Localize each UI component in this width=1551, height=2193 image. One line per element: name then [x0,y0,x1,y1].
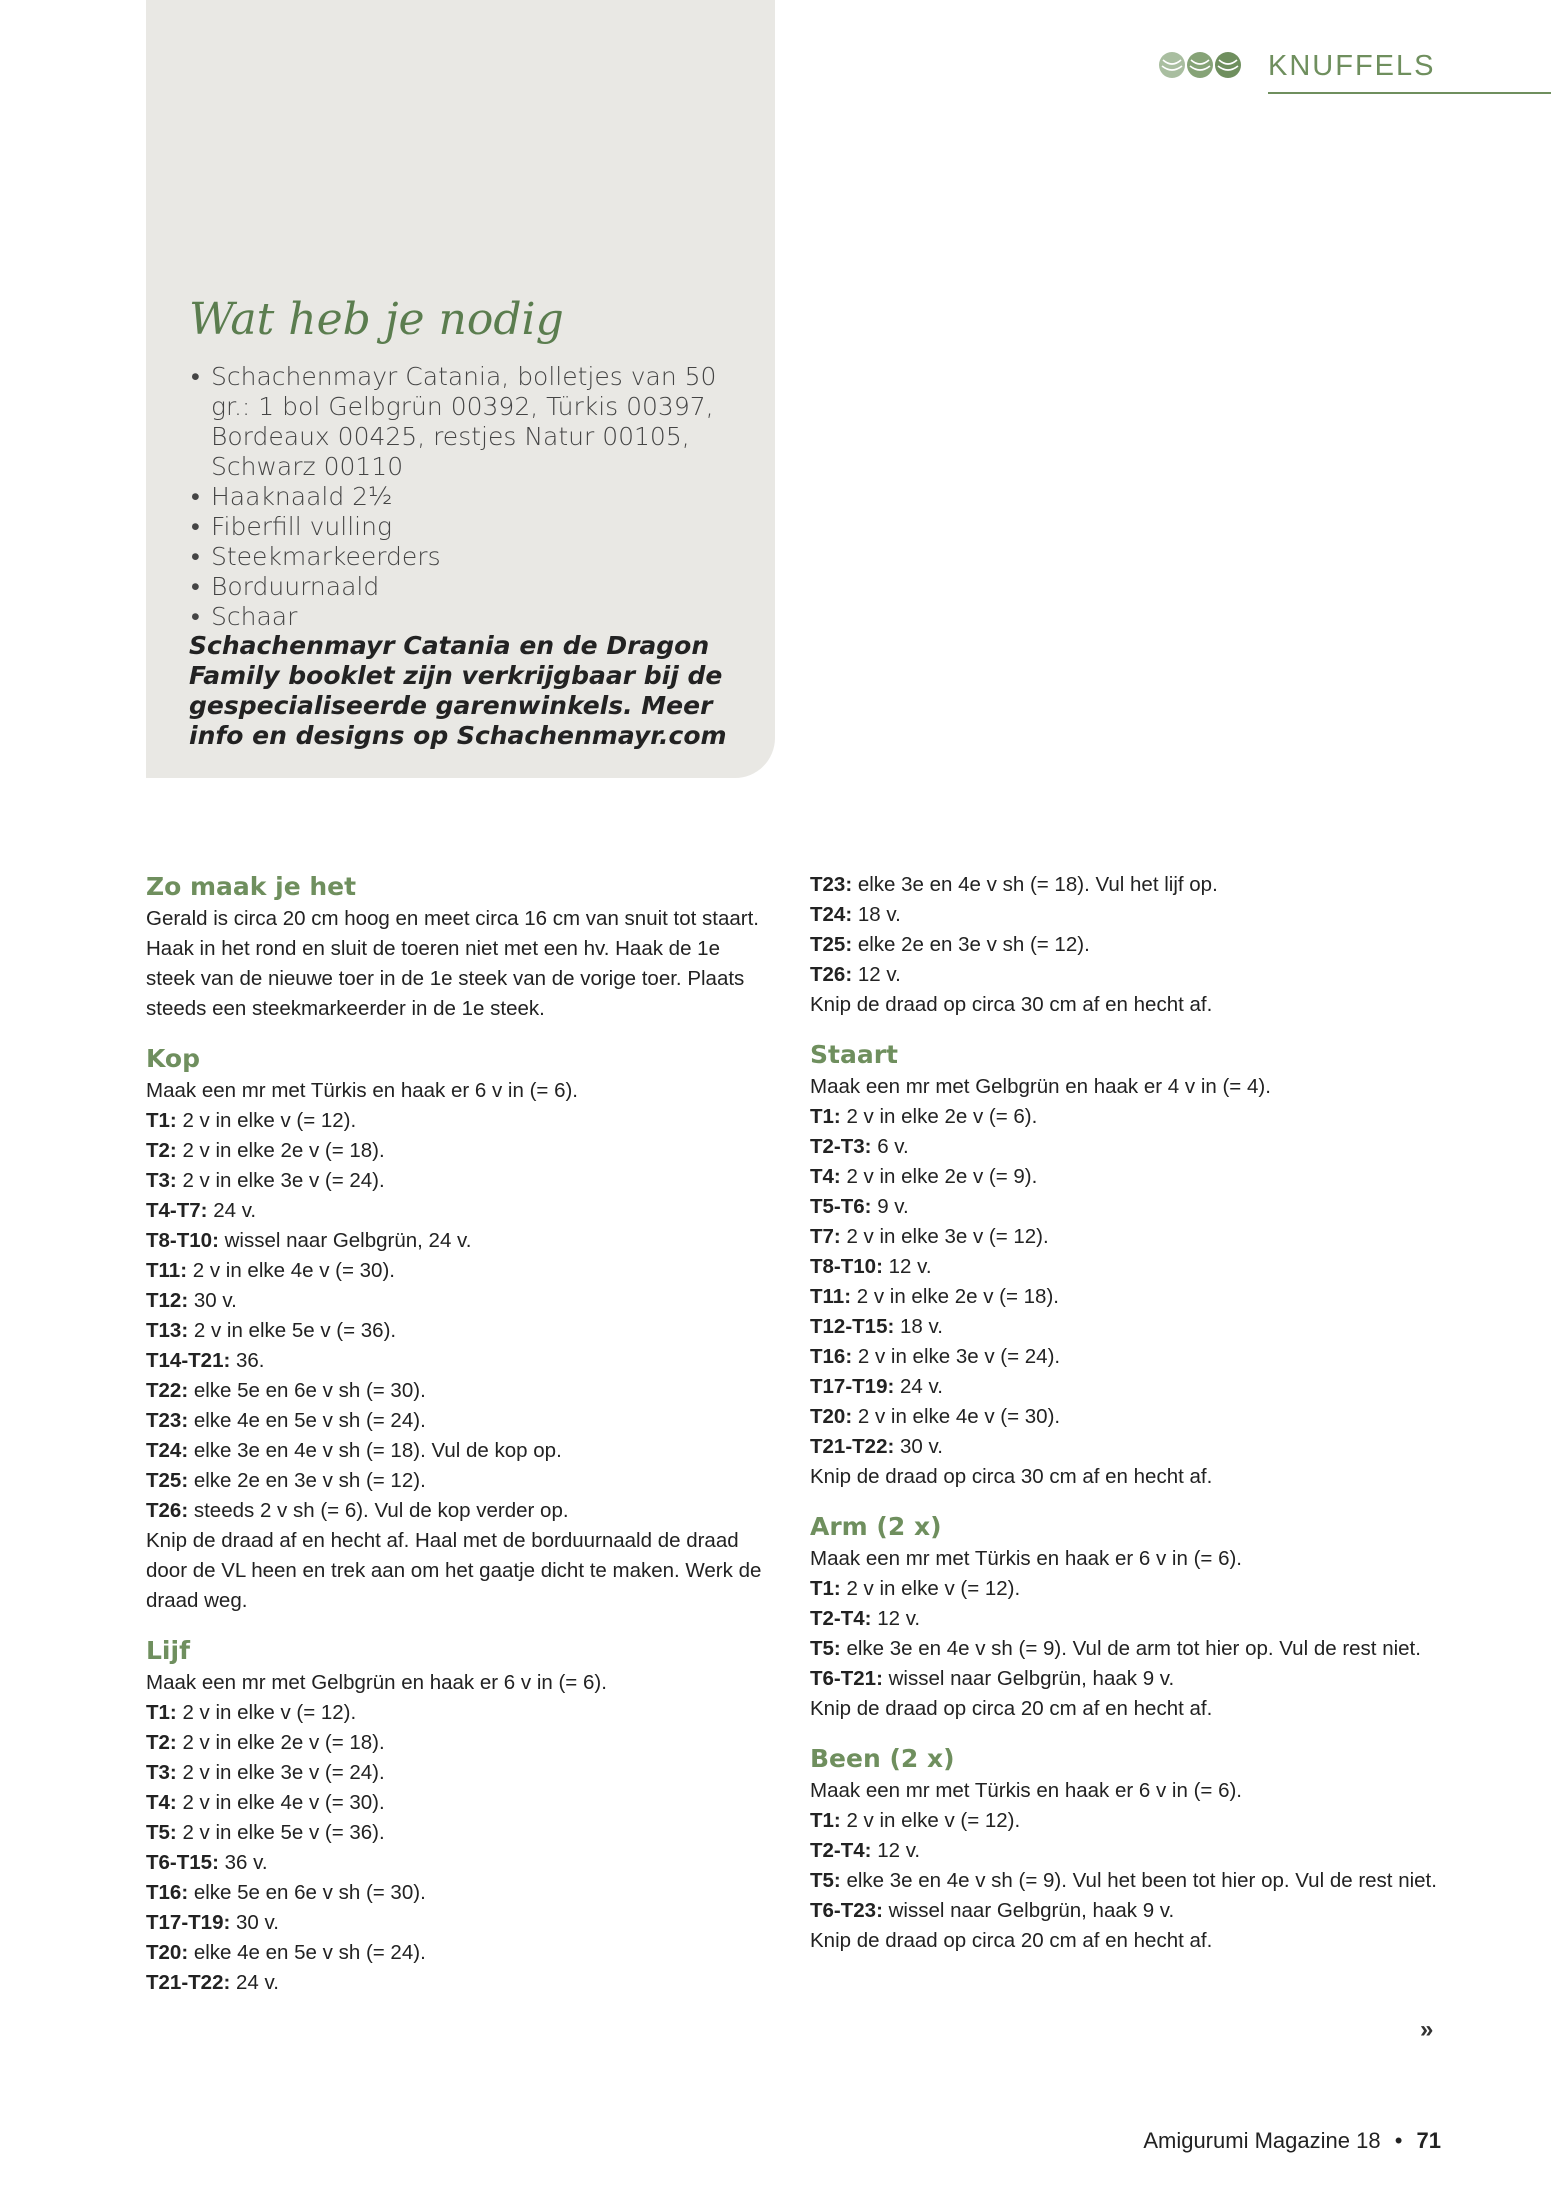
instruction-text: 36. [230,1349,265,1372]
staart-instructions [810,1072,1450,1492]
section-title: KNUFFELS [1268,50,1436,82]
instruction-line [146,1848,766,1878]
instruction-line [810,1926,1450,1956]
staart-section [810,1038,1450,1492]
round-label: T6-T21: [810,1667,883,1690]
instruction-text: 18 v. [852,903,901,926]
instruction-line [146,1466,766,1496]
continue-marker: » [1420,2016,1434,2043]
instruction-text: 24 v. [894,1375,943,1398]
materials-item: • Haaknaald 2½ [189,482,749,512]
instruction-line [146,1758,766,1788]
instruction-line [810,990,1450,1020]
instruction-text: elke 4e en 5e v sh (= 24). [188,1409,426,1432]
round-label: T2-T4: [810,1607,872,1630]
round-label: T14-T21: [146,1349,231,1372]
instruction-text: Maak een mr met Türkis en haak er 6 v in (= 6). [810,1779,1243,1802]
instruction-text: elke 5e en 6e v sh (= 30). [188,1881,426,1904]
instruction-text: 2 v in elke v (= 12). [176,1109,357,1132]
lijf-continued-instructions [810,870,1450,1020]
instruction-text: 2 v in elke 4e v (= 30). [187,1259,395,1282]
instruction-text: 30 v. [894,1435,943,1458]
footer-separator: • [1394,2128,1403,2153]
instruction-line [146,1496,766,1526]
round-label: T13: [146,1319,189,1342]
instruction-line [810,1604,1450,1634]
instruction-line [810,1282,1450,1312]
instruction-line [146,1136,766,1166]
round-label: T21-T22: [146,1971,231,1994]
instruction-line [146,1196,766,1226]
round-label: T12-T15: [810,1315,895,1338]
round-label: T16: [810,1345,853,1368]
instruction-text: elke 3e en 4e v sh (= 18). Vul het lijf op. [852,873,1218,896]
instruction-line [810,1836,1450,1866]
instruction-text: 12 v. [871,1839,921,1862]
instruction-line [146,1346,766,1376]
instruction-line [146,1698,766,1728]
instruction-line [146,1818,766,1848]
intro-text: Gerald is circa 20 cm hoog en meet circa 16 cm van snuit tot staart. Haak in het rond en sluit de toeren niet met een hv. Haak de 1e steek van de nieuwe toer in de 1e steek van de vorige toer. Plaats steeds een steekmarkeerder in de 1e steek. [146,907,759,1020]
materials-note: Schachenmayr Catania en de Dragon Family booklet zijn verkrijgbaar bij de gespecialiseerde garenwinkels. Meer info en designs op Schachenmayr.com [189,631,727,750]
round-label: T1: [146,1109,177,1132]
instruction-line [146,1908,766,1938]
round-label: T3: [146,1761,177,1784]
instruction-text: 12 v. [871,1607,921,1630]
round-label: T4: [810,1165,841,1188]
round-label: T5: [810,1637,841,1660]
instruction-line [146,1878,766,1908]
instruction-line [810,870,1450,900]
instruction-text: 18 v. [894,1315,943,1338]
instruction-line [810,1776,1450,1806]
materials-item: • Steekmarkeerders [189,542,749,572]
instruction-text: 12 v. [852,963,901,986]
instruction-line [810,1342,1450,1372]
instruction-text: Maak een mr met Gelbgrün en haak er 6 v in (= 6). [146,1671,607,1694]
instruction-line [810,1402,1450,1432]
right-column [810,870,1450,1974]
round-label: T1: [810,1809,841,1832]
instruction-line [810,960,1450,990]
instruction-text: Knip de draad op circa 30 cm af en hecht af. [810,993,1213,1016]
instruction-text: wissel naar Gelbgrün, haak 9 v. [882,1667,1175,1690]
instruction-line [146,1256,766,1286]
left-column [146,870,766,2016]
instruction-line [146,1788,766,1818]
instruction-line [810,1162,1450,1192]
instruction-text: Maak een mr met Türkis en haak er 6 v in (= 6). [146,1079,579,1102]
instruction-line [810,1372,1450,1402]
arm-instructions [810,1544,1450,1724]
instruction-text: 12 v. [882,1255,932,1278]
round-label: T8-T10: [146,1229,219,1252]
arm-heading: Arm (2 x) [810,1512,942,1541]
instruction-text: 2 v in elke 2e v (= 18). [851,1285,1059,1308]
magazine-name: Amigurumi Magazine 18 [1143,2128,1381,2153]
been-heading: Been (2 x) [810,1744,955,1773]
round-label: T4-T7: [146,1199,208,1222]
round-label: T23: [810,873,853,896]
instruction-line [810,1222,1450,1252]
materials-title: Wat heb je nodig [189,294,564,345]
intro-section [146,870,766,1024]
instruction-text: 6 v. [871,1135,909,1158]
round-label: T2: [146,1731,177,1754]
instruction-line [146,1166,766,1196]
round-label: T23: [146,1409,189,1432]
instruction-line [810,1252,1450,1282]
instruction-line [146,1668,766,1698]
round-label: T6-T23: [810,1899,883,1922]
instruction-line [810,1806,1450,1836]
yarn-balls-logo-icon [1158,50,1254,80]
instruction-text: wissel naar Gelbgrün, 24 v. [218,1229,472,1252]
round-label: T11: [146,1259,188,1282]
round-label: T16: [146,1881,189,1904]
instruction-text: 2 v in elke v (= 12). [840,1577,1021,1600]
instruction-line [810,1102,1450,1132]
round-label: T1: [810,1577,841,1600]
instruction-line [146,1526,766,1616]
instruction-text: 2 v in elke v (= 12). [840,1809,1021,1832]
instruction-text: Knip de draad af en hecht af. Haal met de borduurnaald de draad door de VL heen en trek aan om het gaatje dicht te maken. Werk de draad weg. [146,1529,762,1612]
round-label: T1: [810,1105,841,1128]
instruction-text: elke 2e en 3e v sh (= 12). [188,1469,426,1492]
instruction-text: 9 v. [871,1195,909,1218]
instruction-line [810,1132,1450,1162]
instruction-text: 24 v. [207,1199,257,1222]
instruction-text: steeds 2 v sh (= 6). Vul de kop verder op. [188,1499,569,1522]
round-label: T26: [810,963,853,986]
instruction-text: Knip de draad op circa 20 cm af en hecht af. [810,1697,1213,1720]
round-label: T11: [810,1285,852,1308]
round-label: T5-T6: [810,1195,872,1218]
round-label: T5: [810,1869,841,1892]
instruction-text: 2 v in elke 3e v (= 24). [176,1761,385,1784]
instruction-line [146,1286,766,1316]
instruction-line [810,1432,1450,1462]
round-label: T8-T10: [810,1255,883,1278]
instruction-line [810,1544,1450,1574]
round-label: T20: [146,1941,189,1964]
instruction-line [810,1694,1450,1724]
instruction-line [146,1436,766,1466]
instruction-line [810,1574,1450,1604]
instruction-text: 2 v in elke 5e v (= 36). [176,1821,385,1844]
instruction-text: 30 v. [188,1289,237,1312]
round-label: T25: [146,1469,189,1492]
instruction-text: 2 v in elke v (= 12). [176,1701,357,1724]
round-label: T24: [146,1439,189,1462]
round-label: T22: [146,1379,189,1402]
header-divider [1268,92,1551,94]
round-label: T25: [810,933,853,956]
instruction-line [146,1076,766,1106]
materials-item: • Schachenmayr Catania, bolletjes van 50 gr.: 1 bol Gelbgrün 00392, Türkis 00397, Bordeaux 00425, restjes Natur 00105, Schwarz 00110 [189,362,749,482]
instruction-text: 2 v in elke 2e v (= 18). [176,1139,385,1162]
round-label: T2-T4: [810,1839,872,1862]
kop-instructions [146,1076,766,1616]
instruction-line [810,900,1450,930]
round-label: T3: [146,1169,177,1192]
materials-item: • Borduurnaald [189,572,749,602]
kop-heading: Kop [146,1044,201,1073]
instruction-text: Knip de draad op circa 30 cm af en hecht af. [810,1465,1213,1488]
round-label: T26: [146,1499,189,1522]
instruction-line [146,1968,766,1998]
intro-heading: Zo maak je het [146,872,357,901]
round-label: T17-T19: [146,1911,231,1934]
round-label: T12: [146,1289,189,1312]
instruction-line [146,1406,766,1436]
round-label: T21-T22: [810,1435,895,1458]
instruction-line [146,1106,766,1136]
round-label: T20: [810,1405,853,1428]
round-label: T6-T15: [146,1851,219,1874]
lijf-instructions [146,1668,766,1998]
instruction-line [810,1312,1450,1342]
instruction-text: elke 4e en 5e v sh (= 24). [188,1941,426,1964]
instruction-text: 2 v in elke 2e v (= 6). [840,1105,1038,1128]
instruction-line [810,930,1450,960]
instruction-text: 2 v in elke 3e v (= 12). [840,1225,1049,1248]
lijf-heading: Lijf [146,1636,190,1665]
instruction-text: 2 v in elke 3e v (= 24). [176,1169,385,1192]
round-label: T7: [810,1225,841,1248]
page-number: 71 [1416,2128,1441,2153]
instruction-text: 2 v in elke 2e v (= 9). [840,1165,1038,1188]
instruction-text: wissel naar Gelbgrün, haak 9 v. [882,1899,1175,1922]
round-label: T5: [146,1821,177,1844]
instruction-line [810,1192,1450,1222]
been-section [810,1742,1450,1956]
page-footer [1143,2128,1441,2154]
instruction-text: elke 3e en 4e v sh (= 18). Vul de kop op. [188,1439,562,1462]
materials-list [189,362,749,632]
instruction-line [810,1866,1450,1896]
instruction-line [146,1938,766,1968]
instruction-text: Maak een mr met Gelbgrün en haak er 4 v in (= 4). [810,1075,1271,1098]
instruction-text: 30 v. [230,1911,279,1934]
instruction-text: 36 v. [218,1851,268,1874]
round-label: T2: [146,1139,177,1162]
round-label: T17-T19: [810,1375,895,1398]
lijf-continued-section [810,870,1450,1020]
materials-item: • Schaar [189,602,749,632]
been-instructions [810,1776,1450,1956]
materials-item: • Fiberfill vulling [189,512,749,542]
instruction-text: Maak een mr met Türkis en haak er 6 v in (= 6). [810,1547,1243,1570]
instruction-text: 2 v in elke 4e v (= 30). [852,1405,1061,1428]
instruction-text: elke 2e en 3e v sh (= 12). [852,933,1090,956]
instruction-text: Knip de draad op circa 20 cm af en hecht af. [810,1929,1213,1952]
arm-section [810,1510,1450,1724]
round-label: T1: [146,1701,177,1724]
lijf-section [146,1634,766,1998]
instruction-line [810,1634,1450,1664]
instruction-text: 2 v in elke 5e v (= 36). [188,1319,397,1342]
instruction-text: 24 v. [230,1971,279,1994]
section-header [1158,48,1551,96]
round-label: T2-T3: [810,1135,872,1158]
instruction-text: elke 5e en 6e v sh (= 30). [188,1379,426,1402]
kop-section [146,1042,766,1616]
staart-heading: Staart [810,1040,898,1069]
round-label: T4: [146,1791,177,1814]
instruction-line [810,1896,1450,1926]
instruction-text: elke 3e en 4e v sh (= 9). Vul de arm tot hier op. Vul de rest niet. [840,1637,1421,1660]
instruction-text: 2 v in elke 2e v (= 18). [176,1731,385,1754]
instruction-text: 2 v in elke 4e v (= 30). [176,1791,385,1814]
instruction-line [810,1664,1450,1694]
instruction-line [146,1376,766,1406]
instruction-text: elke 3e en 4e v sh (= 9). Vul het been tot hier op. Vul de rest niet. [840,1869,1437,1892]
instruction-text: 2 v in elke 3e v (= 24). [852,1345,1061,1368]
round-label: T24: [810,903,853,926]
instruction-line [810,1072,1450,1102]
instruction-line [146,1728,766,1758]
instruction-line [146,1226,766,1256]
instruction-line [810,1462,1450,1492]
instruction-line [146,1316,766,1346]
